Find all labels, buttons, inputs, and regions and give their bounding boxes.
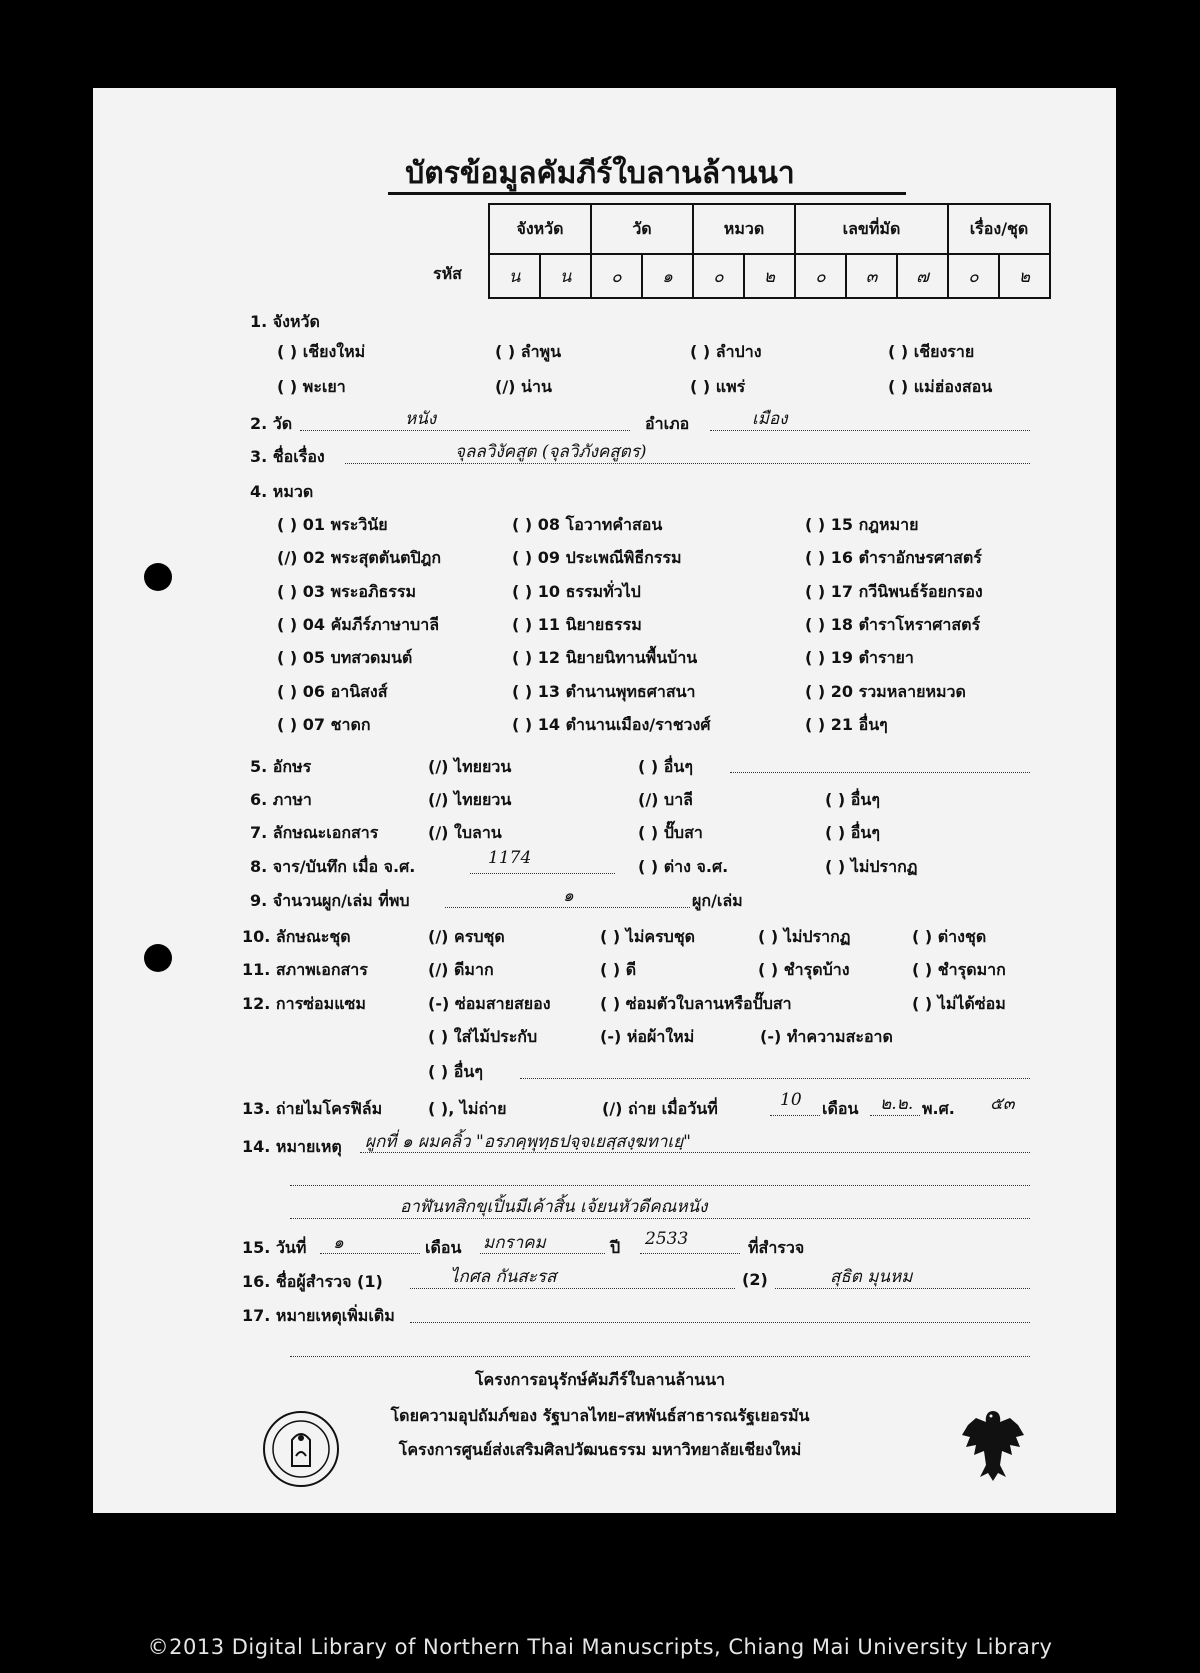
language-option: (/) ไทยยวน (428, 790, 512, 809)
section-16-label: 16. ชื่อผู้สำรวจ (1) (242, 1272, 383, 1291)
code-cell: น (540, 254, 591, 298)
category-option: ( ) 10 ธรรมทั่วไป (512, 582, 641, 601)
category-option: ( ) 12 นิยายนิทานพื้นบ้าน (512, 648, 698, 667)
set-option: ( ) ไม่ครบชุด (600, 927, 696, 946)
fill-line (300, 430, 630, 431)
microfilm-option: ( ), ไม่ถ่าย (428, 1099, 507, 1118)
section-4-label: 4. หมวด (250, 482, 314, 501)
fill-line (290, 1218, 1030, 1219)
german-eagle-icon (958, 1405, 1028, 1485)
province-option: ( ) เชียงใหม่ (277, 342, 366, 361)
section-5-label: 5. อักษร (250, 757, 312, 776)
year-value: 1174 (488, 848, 532, 868)
set-option: ( ) ต่างชุด (912, 927, 987, 946)
category-option: ( ) 13 ตำนานพุทธศาสนา (512, 682, 696, 701)
date-option: ( ) ต่าง จ.ศ. (638, 857, 729, 876)
province-option: ( ) เชียงราย (888, 342, 975, 361)
fill-line (770, 1115, 820, 1116)
code-cell: ๗ (897, 254, 948, 298)
category-option: ( ) 07 ชาดก (277, 715, 371, 734)
repair-option: (-) ห่อผ้าใหม่ (600, 1027, 695, 1046)
category-option: ( ) 11 นิยายธรรม (512, 615, 642, 634)
material-option: ( ) ปั๊บสา (638, 823, 703, 842)
category-option: ( ) 01 พระวินัย (277, 515, 388, 534)
code-cell: ๓ (846, 254, 897, 298)
section-6-label: 6. ภาษา (250, 790, 312, 809)
section-17-label: 17. หมายเหตุเพิ่มเติม (242, 1306, 395, 1325)
footer-line-3: โครงการศูนย์ส่งเสริมศิลปวัฒนธรรม มหาวิทยาลัยเชียงใหม่ (398, 1440, 802, 1459)
code-cell: ๐ (693, 254, 744, 298)
punch-hole (144, 563, 172, 591)
material-option: ( ) อื่นๆ (825, 823, 880, 842)
survey-month: มกราคม (483, 1233, 546, 1253)
microfilm-year: ๕๓ (990, 1094, 1015, 1114)
title-underline (388, 192, 906, 195)
date-option: ( ) ไม่ปรากฏ (825, 857, 918, 876)
province-option: (/) น่าน (495, 377, 552, 396)
repair-option: ( ) ใส่ไม้ประกับ (428, 1027, 538, 1046)
fill-line (640, 1253, 740, 1254)
category-option: ( ) 04 คัมภีร์ภาษาบาลี (277, 615, 439, 634)
footer-line-2: โดยความอุปถัมภ์ของ รัฐบาลไทย–สหพันธ์สาธารณรัฐเยอรมัน (390, 1406, 810, 1425)
form-title: บัตรข้อมูลคัมภีร์ใบลานล้านนา (405, 156, 795, 191)
category-option: ( ) 17 กวีนิพนธ์ร้อยกรอง (805, 582, 983, 601)
surveyor-1: ไกศล กันสะรส (450, 1267, 557, 1287)
category-option: (/) 02 พระสุตตันตปิฎก (277, 548, 442, 567)
code-cell: ๐ (795, 254, 846, 298)
footer-line-1: โครงการอนุรักษ์คัมภีร์ใบลานล้านนา (474, 1370, 726, 1389)
code-cell: ๒ (744, 254, 795, 298)
code-header: วัด (591, 204, 693, 254)
note-line-1: ผูกที่ ๑ ผมคลิ้ว "อรภคฺพุทฺธปจฺจเยสฺสงฺฆทาเยฺ" (365, 1132, 691, 1152)
section-3-label: 3. ชื่อเรื่อง (250, 447, 325, 466)
university-seal-icon (262, 1410, 340, 1488)
microfilm-option: (/) ถ่าย เมื่อวันที่ (602, 1099, 718, 1118)
language-option: (/) บาลี (638, 790, 693, 809)
script-option: (/) ไทยยวน (428, 757, 512, 776)
province-option: ( ) แพร่ (690, 377, 746, 396)
material-option: (/) ใบลาน (428, 823, 502, 842)
section-13-label: 13. ถ่ายไมโครฟิล์ม (242, 1099, 383, 1118)
section-7-label: 7. ลักษณะเอกสาร (250, 823, 379, 842)
category-option: ( ) 19 ตำรายา (805, 648, 914, 667)
count-value: ๑ (563, 886, 574, 906)
repair-option: ( ) ซ่อมตัวใบลานหรือปั๊บสา (600, 994, 792, 1013)
language-option: ( ) อื่นๆ (825, 790, 880, 809)
code-cell: น (489, 254, 540, 298)
survey-suffix: ที่สำรวจ (748, 1238, 805, 1257)
condition-option: ( ) ชำรุดบ้าง (758, 960, 850, 979)
surveyor-2: สุธิต มุนหม (830, 1267, 913, 1287)
section-15-label: 15. วันที่ (242, 1238, 307, 1257)
category-option: ( ) 05 บทสวดมนต์ (277, 648, 413, 667)
category-option: ( ) 20 รวมหลายหมวด (805, 682, 966, 701)
code-label: รหัส (433, 264, 462, 283)
district-value: เมือง (752, 409, 788, 429)
title-value: จุลลวิงัคสูต (จุลวิภังคสูตร) (455, 442, 647, 462)
fill-line (730, 772, 1030, 773)
year-label: ปี (610, 1238, 621, 1257)
code-cell: ๐ (591, 254, 642, 298)
fill-line (290, 1185, 1030, 1186)
fill-line (870, 1115, 920, 1116)
category-option: ( ) 15 กฎหมาย (805, 515, 919, 534)
code-cell: ๐ (948, 254, 999, 298)
repair-option: ( ) อื่นๆ (428, 1062, 483, 1081)
code-header: จังหวัด (489, 204, 591, 254)
code-header: เรื่อง/ชุด (948, 204, 1050, 254)
punch-hole (144, 944, 172, 972)
month-label: เดือน (822, 1099, 859, 1118)
script-option: ( ) อื่นๆ (638, 757, 693, 776)
province-option: ( ) พะเยา (277, 377, 346, 396)
code-table (488, 203, 1051, 299)
section-2-label: 2. วัด (250, 414, 293, 433)
category-option: ( ) 14 ตำนานเมือง/ราชวงศ์ (512, 715, 711, 734)
fill-line (410, 1322, 1030, 1323)
microfilm-month: ๒.๒. (880, 1094, 914, 1114)
set-option: (/) ครบชุด (428, 927, 505, 946)
fill-line (290, 1356, 1030, 1357)
survey-day: ๑ (333, 1233, 344, 1253)
section-12-label: 12. การซ่อมแซม (242, 994, 366, 1013)
repair-option: (-) ทำความสะอาด (760, 1027, 893, 1046)
repair-option: ( ) ไม่ได้ซ่อม (912, 994, 1006, 1013)
category-option: ( ) 03 พระอภิธรรม (277, 582, 416, 601)
fill-line (345, 463, 1030, 464)
condition-option: ( ) ชำรุดมาก (912, 960, 1006, 979)
category-option: ( ) 06 อานิสงส์ (277, 682, 388, 701)
count-unit: ผูก/เล่ม (692, 891, 743, 910)
category-option: ( ) 09 ประเพณีพิธีกรรม (512, 548, 682, 567)
category-option: ( ) 18 ตำราโหราศาสตร์ (805, 615, 981, 634)
province-option: ( ) ลำพูน (495, 342, 562, 361)
month-label: เดือน (425, 1238, 462, 1257)
microfilm-day: 10 (780, 1090, 802, 1110)
year-label: พ.ศ. (922, 1099, 955, 1118)
condition-option: (/) ดีมาก (428, 960, 494, 979)
repair-option: (-) ซ่อมสายสยอง (428, 994, 551, 1013)
category-option: ( ) 21 อื่นๆ (805, 715, 888, 734)
set-option: ( ) ไม่ปรากฏ (758, 927, 851, 946)
district-label: อำเภอ (645, 414, 690, 433)
code-cell: ๒ (999, 254, 1050, 298)
section-14-label: 14. หมายเหตุ (242, 1137, 342, 1156)
province-option: ( ) แม่ฮ่องสอน (888, 377, 993, 396)
note-line-2: อาฬันทสิกขุเปิ้นมีเค้าสิ้น เจ้ยนหัวดีคณหนัง (400, 1197, 708, 1217)
province-option: ( ) ลำปาง (690, 342, 762, 361)
surveyor-2-label: (2) (742, 1270, 768, 1289)
code-header: หมวด (693, 204, 795, 254)
form-paper (93, 88, 1116, 1513)
section-11-label: 11. สภาพเอกสาร (242, 960, 368, 979)
category-option: ( ) 16 ตำราอักษรศาสตร์ (805, 548, 982, 567)
category-option: ( ) 08 โอวาทคำสอน (512, 515, 663, 534)
condition-option: ( ) ดี (600, 960, 637, 979)
section-8-label: 8. จาร/บันทึก เมื่อ จ.ศ. (250, 857, 416, 876)
temple-value: หนัง (405, 409, 437, 429)
section-1-label: 1. จังหวัด (250, 312, 320, 331)
section-9-label: 9. จำนวนผูก/เล่ม ที่พบ (250, 891, 410, 910)
fill-line (470, 873, 615, 874)
section-10-label: 10. ลักษณะชุด (242, 927, 351, 946)
survey-year: 2533 (645, 1229, 689, 1249)
fill-line (520, 1078, 1030, 1079)
code-cell: ๑ (642, 254, 693, 298)
copyright-notice: ©2013 Digital Library of Northern Thai Manuscripts, Chiang Mai University Library (147, 1635, 1053, 1659)
code-header: เลขที่มัด (795, 204, 948, 254)
